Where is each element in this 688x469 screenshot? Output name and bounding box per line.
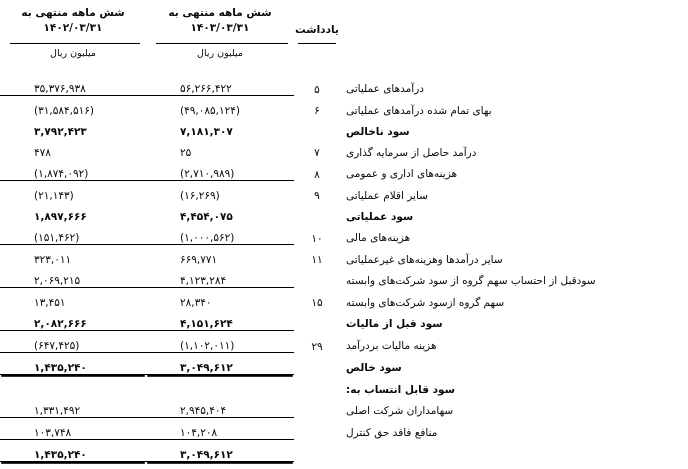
row-value-current-period: ۶۶۹,۷۷۱: [146, 245, 294, 267]
row-value-prior-period: ۴۷۸: [34, 147, 51, 160]
gap-3: [146, 61, 294, 74]
row-value-prior-period: ۲,۰۸۲,۶۶۶: [34, 318, 87, 331]
row-value-current-period: ۴,۴۵۴,۰۷۵: [180, 211, 233, 224]
row-note-number: [294, 440, 340, 462]
header-title-row: [0, 6, 688, 38]
unit-prior: میلیون ریال: [50, 48, 96, 60]
row-value-current-period: ۱۰۴,۲۰۸: [146, 418, 294, 440]
table-row: [0, 181, 688, 203]
row-value-current-period: (۱,۱۰۲,۰۱۱): [146, 331, 294, 353]
row-label: سود عملیاتی: [346, 210, 414, 223]
table-header: [0, 6, 688, 74]
row-label: سهامداران شرکت اصلی: [346, 405, 454, 418]
row-value-current-period: (۱,۰۰۰,۵۶۲): [180, 232, 235, 245]
gap-2: [294, 61, 340, 74]
table-row: [0, 245, 688, 267]
header-current-line2: ۱۴۰۳/۰۳/۳۱: [190, 22, 250, 35]
row-value-prior-period: (۲۱,۱۴۳): [0, 181, 146, 203]
table-row: [0, 266, 688, 288]
table-row: [0, 74, 688, 96]
row-value-current-period: ۴,۱۵۱,۶۲۴: [180, 318, 233, 331]
header-note-label: یادداشت: [295, 24, 339, 37]
income-statement-table: [0, 6, 688, 462]
table-row: [0, 440, 688, 462]
row-note-number: ۵: [314, 83, 320, 96]
row-label: سود قبل از مالیات: [346, 318, 443, 331]
row-label: سایر درآمدها وهزینه‌های غیرعملیاتی: [346, 253, 503, 266]
row-value-current-period: (۱۶,۲۶۹): [146, 181, 294, 203]
header-prior-line1: شش ماهه منتهی به: [21, 7, 125, 19]
row-note-number: ۱۱: [311, 254, 323, 267]
row-value-current-period: ۵۶,۲۶۶,۴۲۲: [180, 83, 232, 96]
table-row: [0, 353, 688, 375]
attribution-heading: سود قابل انتساب به:: [346, 383, 455, 396]
row-value-prior-period: ۱,۳۳۱,۴۹۲: [34, 405, 81, 418]
attribution-heading-prior: [0, 375, 146, 397]
row-value-prior-period: ۲,۰۶۹,۲۱۵: [34, 275, 81, 288]
row-label: هزینه‌های اداری و عمومی: [346, 168, 458, 181]
row-value-prior-period: ۱,۸۹۷,۶۶۶: [34, 211, 87, 224]
row-value-current-period: ۴,۱۲۳,۲۸۴: [180, 275, 227, 288]
row-label: سهم گروه ازسود شرکت‌های وابسته: [346, 296, 505, 309]
row-label: بهای تمام شده درآمدهای عملیاتی: [346, 104, 492, 117]
row-note-number: ۱۵: [311, 297, 323, 310]
header-current-period: [146, 6, 294, 38]
row-label: هزینه مالیات بردرآمد: [346, 340, 437, 353]
row-note-number: ۱۰: [311, 232, 323, 245]
row-value-prior-period: ۳۵,۳۷۶,۹۳۸: [34, 83, 86, 96]
row-value-prior-period: ۱,۴۳۵,۲۴۰: [0, 440, 146, 462]
row-value-prior-period: ۱۳,۴۵۱: [0, 288, 146, 310]
row-value-prior-period: (۱۵۱,۴۶۲): [34, 232, 80, 245]
unit-spacer: [340, 44, 688, 61]
row-note-number: [294, 266, 340, 288]
row-note-number: [294, 202, 340, 223]
table-row: [0, 309, 688, 331]
row-label: سود خالص: [346, 362, 402, 375]
header-prior-line2: ۱۴۰۲/۰۳/۳۱: [43, 22, 103, 35]
row-value-prior-period: ۳,۷۹۲,۴۲۳: [34, 126, 87, 139]
row-label: منافع فاقد حق کنترل: [346, 427, 438, 440]
table-row: [0, 202, 688, 223]
row-value-prior-period: ۳۲۳,۰۱۱: [0, 245, 146, 267]
row-value-current-period: ۲۵: [180, 147, 192, 160]
row-value-prior-period: (۶۴۷,۴۲۵): [0, 331, 146, 353]
row-label: درآمد حاصل از سرمایه گذاری: [346, 146, 477, 159]
row-label: سودقبل از احتساب سهم گروه از سود شرکت‌های وابسته: [346, 275, 596, 288]
table-row: [0, 331, 688, 353]
table-row: [0, 159, 688, 181]
row-value-current-period: ۲۸,۳۴۰: [146, 288, 294, 310]
row-value-prior-period: ۱۰۳,۷۴۸: [0, 418, 146, 440]
table-row: [0, 288, 688, 310]
attribution-heading-row: [0, 375, 688, 397]
table-row: [0, 117, 688, 138]
row-value-current-period: (۲,۷۱۰,۹۸۹): [180, 168, 235, 181]
attribution-heading-current: [146, 375, 294, 397]
row-note-number: [294, 396, 340, 418]
row-value-prior-period: ۱,۴۳۵,۲۴۰: [0, 353, 146, 375]
header-unit-row: [0, 44, 688, 61]
row-note-number: [294, 418, 340, 440]
header-current-line1: شش ماهه منتهی به: [168, 7, 272, 19]
table-body: [0, 74, 688, 462]
row-value-current-period: ۷,۱۸۱,۳۰۷: [180, 126, 233, 139]
row-note-number: ۸: [314, 168, 320, 181]
row-note-number: [294, 117, 340, 138]
row-value-current-period: ۳,۰۴۹,۶۱۲: [146, 440, 294, 462]
row-note-number: ۷: [314, 147, 320, 160]
table-row: [0, 138, 688, 159]
row-label: سود ناخالص: [346, 125, 410, 138]
row-value-current-period: (۴۹,۰۸۵,۱۲۴): [146, 96, 294, 118]
unit-note-spacer: [294, 44, 340, 61]
table-row: [0, 223, 688, 245]
table-row: [0, 396, 688, 418]
row-label: درآمدهای عملیاتی: [346, 83, 424, 96]
row-note-number: ۲۹: [311, 340, 323, 353]
table-row: [0, 418, 688, 440]
header-prior-period: [0, 6, 146, 38]
header-gap-row: [0, 61, 688, 74]
row-note-number: [294, 353, 340, 375]
table-row: [0, 96, 688, 118]
header-label-spacer: [340, 6, 688, 38]
row-note-number: [294, 309, 340, 331]
row-value-current-period: ۳,۰۴۹,۶۱۲: [146, 353, 294, 375]
row-label: [340, 440, 688, 462]
row-value-current-period: ۲,۹۴۵,۴۰۴: [180, 405, 227, 418]
row-label: سایر اقلام عملیاتی: [346, 189, 428, 202]
row-label: هزینه‌های مالی: [346, 232, 411, 245]
unit-current: میلیون ریال: [197, 48, 243, 60]
row-note-number: ۹: [314, 190, 320, 203]
row-value-prior-period: (۱,۸۷۴,۰۹۲): [34, 168, 89, 181]
attribution-heading-note: [294, 375, 340, 397]
row-value-prior-period: (۳۱,۵۸۴,۵۱۶): [0, 96, 146, 118]
gap-1: [340, 61, 688, 74]
gap-4: [0, 61, 146, 74]
row-note-number: ۶: [314, 105, 320, 118]
